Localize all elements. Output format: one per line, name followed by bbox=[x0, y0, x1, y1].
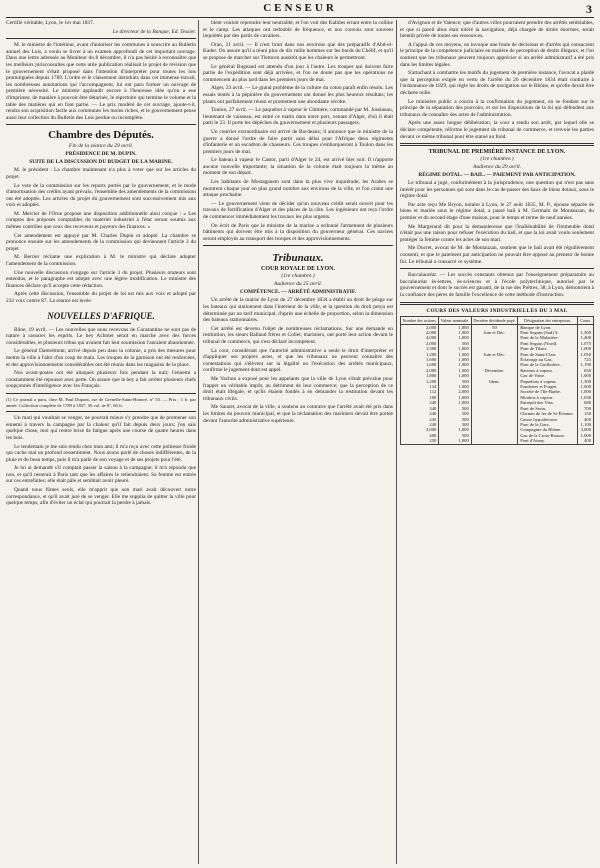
afrique-paragraph: Le général Damrémont, arrivé depuis peu dans la colonie, a pris des mesures pour mettre la ville à l'abri d'un coup de main. Les troupes de la garnison ont été renforcées, et des approvisionnements considérables ont été réunis dans les magasins de la place. bbox=[6, 348, 196, 368]
cours-cell: Pont Seguin (Sud) S. bbox=[518, 330, 578, 335]
cours-cell: 1,600 bbox=[401, 362, 439, 367]
cours-title: COURS DES VALEURS INDUSTRIELLES DU 3 MAI. bbox=[426, 307, 568, 314]
case-title: COMPÉTENCE. — ARRÊTÉ ADMINISTRATIF. bbox=[239, 289, 357, 296]
cours-cell: 725 bbox=[578, 357, 594, 362]
cours-cell: 1,200 bbox=[401, 352, 439, 357]
cours-cell: 4,000 bbox=[401, 330, 439, 335]
certificate-signature: Le directeur de la Banque, Ed. Tessier. bbox=[112, 28, 196, 35]
news-paragraph: — Le gouvernement vient de décider qu'un nouveau crédit serait ouvert pour les travaux de fortification d'Alger et des places de la côte. Les ingénieurs ont reçu l'ordre de commencer immédiatement les travaux les plus urgents. bbox=[203, 200, 393, 221]
cours-header: Cours. bbox=[578, 316, 594, 324]
cours-cell: 134 bbox=[401, 384, 439, 389]
cours-cell: Pont d'Ainay. bbox=[518, 438, 578, 444]
cours-table bbox=[400, 316, 594, 445]
cours-cell: 150 bbox=[578, 411, 594, 416]
cours-cell: 1,000 bbox=[439, 324, 471, 330]
cours-cell bbox=[471, 438, 517, 444]
divider bbox=[400, 302, 594, 305]
chambre-subtitle: Fin de la séance du 29 avril. bbox=[68, 143, 134, 150]
divider bbox=[6, 124, 196, 125]
cours-cell: 1,000 bbox=[578, 389, 594, 394]
news-paragraph: Un courrier extraordinaire est arrivé de Bordeaux; il annonce que le ministre de la guerre a donné l'ordre de faire partir sans délai pour l'Afrique deux régiments d'infanterie et un escadron de chasseurs. Ces troupes s'embarqueront à Toulon dans les premiers jours de mai. bbox=[203, 128, 393, 155]
chambre-paragraph: M. Berrier réclame une explication à M. le ministre qui déclare adopter l'amendement de la commission. bbox=[6, 254, 196, 268]
divider bbox=[203, 245, 393, 246]
cours-cell: 500 bbox=[439, 341, 471, 346]
cours-cell: Gaz de Vaise. bbox=[518, 373, 578, 378]
tribunal-paragraph: Me Ducret, avocat de M. de Montauzan, soutient que le bail avait été régulièrement consenti, et que le paiement par anticipation ne pouvait être opposé au preneur de bonne foi. Le tribunal a consacré ce système. bbox=[400, 245, 594, 265]
cours-cell: 400 bbox=[578, 438, 594, 444]
cours-cell: 1,000 bbox=[439, 395, 471, 400]
tribunaux-title: Tribunaux. bbox=[272, 252, 324, 265]
cours-cell: 500 bbox=[439, 422, 471, 427]
cours-header: Désignation des entreprises. bbox=[518, 316, 578, 324]
cours-cell: 1,000 bbox=[439, 335, 471, 340]
baccalaureat-notice: Baccalauréat. — Les succès constants obtenus par l'enseignement préparatoire au baccalauréat ès-lettres, ès-sciences et à l'école polytechnique, autorisé par le gouvernement et dont le succès est garanti, de la rue des Prêtres, 38, à Lyon, démontrent à la confiance des pères de famille l'excellence de cette méthode d'instruction. bbox=[400, 272, 594, 298]
cours-header: Dernière dividende payé. bbox=[471, 316, 517, 324]
news-paragraph: On écrit de Paris que le ministre de la marine a ordonné l'armement de plusieurs bâtiments qui doivent être mis à la disposition du gouverneur général. Ces navires seront employés au transport des troupes et des approvisionnements. bbox=[203, 222, 393, 242]
news-paragraph: Oran, 21 avril. — Il n'est bruit dans nos environs que des préparatifs d'Abd-el-Kader. On assure qu'il a réuni plus de dix mille hommes sur les bords du Chélif, et qu'il se propose de marcher sur Tlemcen aussitôt que les chaleurs le permettront. bbox=[203, 41, 393, 61]
tribunal-paragraph: Le tribunal a jugé, conformément à la jurisprudence, une question qui n'est pas sans intérêt pour les personnes qui sont dans le cas de passer des baux de biens dotaux, sous le régime dotal. bbox=[400, 180, 594, 200]
cours-cell: 100 bbox=[401, 395, 439, 400]
cours-cell: 340 bbox=[401, 406, 439, 411]
chambre-paragraph: Une nouvelle discussion s'engage sur l'article 3 du projet. Plusieurs orateurs sont entendus, et le paragraphe est adopté avec une légère modification. Le ministre des finances déclare qu'il accepte cette rédaction. bbox=[6, 269, 196, 289]
cours-cell: 1,000 bbox=[578, 373, 594, 378]
cours-cell: Compagnie du Rhône. bbox=[518, 427, 578, 432]
cours-cell: 2,000 bbox=[401, 427, 439, 432]
cours-cell: Pont de la Gare. bbox=[518, 422, 578, 427]
cours-cell: 1,000 bbox=[439, 368, 471, 373]
court-date: Audience du 25 avril. bbox=[273, 281, 323, 288]
divider bbox=[6, 411, 196, 412]
cours-cell: Pont de la Guillotière. bbox=[518, 362, 578, 367]
court-paragraph: Un arrêté de la mairie de Lyon du 27 décembre 1834 a établi un droit de péage sur les bateaux qui stationnent dans l'intérieur de la ville, et la question du droit perçu est déterminée par un tarif municipal, d'après une échelle de proportion, selon la dimension des bateaux stationnaires. bbox=[203, 297, 393, 324]
cours-cell: Décembre. bbox=[471, 368, 517, 373]
tribunal-chamber: (1re chambre.) bbox=[480, 156, 514, 163]
cours-header: Nombre des actions. bbox=[402, 317, 437, 323]
cours-cell: 240 bbox=[401, 400, 439, 405]
cours-cell: 4,000 bbox=[401, 335, 439, 340]
chambre-paragraph: Cet amendement est appuyé par M. Charles Dupin et adopté. La chambre se prononce ensuite sur les amendements de la commission qui deviennent l'article 2 du projet. bbox=[6, 232, 196, 252]
cours-cell: 500 bbox=[439, 417, 471, 422]
news-paragraph: Les habitants de Mostaganem sont dans la plus vive inquiétude; les Arabes se montrent chaque jour en plus grand nombre aux environs de la ville, et l'on craint une attaque prochaine. bbox=[203, 179, 393, 199]
cours-cell: 1,000 bbox=[439, 362, 471, 367]
court-chamber: (1re chambre.) bbox=[281, 273, 315, 280]
court-paragraph: Me Sauzet, avocat de la ville, a soutenu au contraire que l'arrêté avait été pris dans les limites du pouvoir municipal, et que la réclamation des mariniers devait être portée devant l'autorité administrative supérieure. bbox=[203, 404, 393, 424]
cours-cell: 1,400 bbox=[578, 335, 594, 340]
cours-cell: 400 bbox=[578, 417, 594, 422]
column-2 bbox=[203, 20, 393, 864]
cours-cell: 1,300 bbox=[578, 379, 594, 384]
intro-paragraph: M. le ministre de l'intérieur, avant d'autoriser les communes à souscrire au Bulletin annuel des Lois, a voulu se livrer à un examen approfondi de cet important ouvrage. Dans une lettre adressée au Moniteur du 8 décembre, il n'a pas hésité à reconnaître que les meilleurs jurisconsultes que cette utile publication réalisait le projet de révision que le gouvernement s'était proposé dans l'intention d'interpréter pour toutes les lois promulguées depuis 1789. L'ordre et le classement introduits dans cet immense travail, les nombreuses annotations qui l'accompagnent, lui ont paru former un ouvrage de première nécessité. Le ministre applaudit encore à l'heureuse idée qu'on a eue d'imprimer, de manière à pouvoir être détachés, le répertoire qui termine le volume et la table des matières qui en font partie. — Le prix modéré de cet ouvrage, ajoute-t-il, rendra son acquisition facile aux communes les moins riches, et le gouvernement pense aussi leur collection du Bulletin des Lois perdue ou incomplète. bbox=[6, 42, 196, 121]
cours-cell: 2,000 bbox=[401, 341, 439, 346]
cours-cell: 1,000 bbox=[439, 384, 471, 389]
footnote: (1) Ce journal a paru, chez M. Paul Dupont, rue de Grenelle-Saint-Honoré, n° 55. — Prix : 1 fr. par année. Collection complète de 1789 à 1837, 36 vol. in-8°, 60 fr. bbox=[6, 396, 196, 408]
cours-header-row bbox=[401, 316, 594, 324]
court-name: COUR ROYALE DE LYON. bbox=[261, 266, 335, 273]
chambre-paragraph: M. Mercier de l'Orne propose une disposition additionnelle ainsi conçue : « Les comptes des préposés comptables du matériel industriel à l'état seront soumis aux mêmes contrôles que ceux des receveurs et payeurs des finances. » bbox=[6, 210, 196, 231]
cours-cell: Entrepôt des Vins. bbox=[518, 400, 578, 405]
cours-cell: 1,800 bbox=[401, 373, 439, 378]
court-paragraph: d'Avignon et de Valence; que d'autres villes pourraient prendre des arrêtés semblables, et que si pareil abus était toléré la navigation, déjà chargée de droits énormes, serait bientôt privée de toutes ses ressources. bbox=[400, 20, 594, 40]
cours-cell: 245 bbox=[401, 417, 439, 422]
cours-cell: 2,000 bbox=[439, 389, 471, 394]
cours-cell: 1,000 bbox=[439, 330, 471, 335]
cours-cell: 1,600 bbox=[578, 384, 594, 389]
feuilleton-paragraph: Un mari qui voudrait se venger, ne pourrait mieux s'y prendre que de promener son ennemi à travers la campagne par la chaleur qu'il fait depuis deux jours; j'en sais quelque chose, moi qui rentre brisé de fatigue après une course de quatre heures dans les bois. bbox=[6, 415, 196, 441]
cours-cell: 112 bbox=[401, 389, 439, 394]
cours-body bbox=[401, 324, 594, 444]
cours-cell: Pont de la Mulatière. bbox=[518, 335, 578, 340]
cours-cell: Banque de Lyon. bbox=[518, 324, 578, 330]
cours-cell: 1,000 bbox=[439, 427, 471, 432]
cours-cell: 500 bbox=[439, 411, 471, 416]
cours-cell: 1,000 bbox=[439, 346, 471, 351]
cours-cell: 2,000 bbox=[401, 324, 439, 330]
cours-cell: Bateaux à vapeur. bbox=[518, 368, 578, 373]
feuilleton-paragraph: Je lui ai demandé s'il comptait passer la saison à la campagne; il m'a répondu que non, et qu'il resterait à Paris tant que les affaires le retiendraient. Sa femme est entrée sur ces entrefaites; elle était pâle et semblait avoir pleuré. bbox=[6, 465, 196, 485]
cours-cell: 680 bbox=[578, 400, 594, 405]
tribunal-paragraph: Me Margerand dit pour la demanderesse que l'inaliénabilité de l'immeuble dotal n'était pas une raison pour refuser l'exécution du bail, et que la loi avait voulu seulement protéger la femme contre les actes de son mari. bbox=[400, 223, 594, 243]
cours-row bbox=[401, 438, 594, 444]
cours-cell: 1,000 bbox=[578, 346, 594, 351]
masthead bbox=[0, 0, 600, 20]
feuilleton-paragraph: Le lendemain je me suis rendu chez mon ami; il m'a reçu avec cette politesse froide qui cache mal un profond ressentiment. Nous avons parlé de choses indifférentes, de la pluie et du beau temps, puis il m'a parlé de son voyage et de ses projets pour l'été. bbox=[6, 443, 196, 463]
news-paragraph: Le bateau à vapeur le Castor, parti d'Alger le 24, est arrivé hier soir. Il n'apporte aucune nouvelle importante; la situation de la colonie était toujours la même au moment de son départ. bbox=[203, 157, 393, 177]
chambre-president: PRÉSIDENCE DE M. DUPIN. bbox=[65, 151, 137, 158]
cours-cell: 240 bbox=[401, 411, 439, 416]
cours-cell: 1,500 bbox=[401, 346, 439, 351]
cours-cell: Caisse hypothécaire. bbox=[518, 417, 578, 422]
certificate-text: Certifié véritable, Lyon, le 1er mai 1837. bbox=[6, 20, 95, 26]
afrique-paragraph: Nos avant-postes ont été attaqués plusieurs fois pendant la nuit; l'ennemi a constamment été repoussé avec perte. On assure que le bey a fait arrêter plusieurs chefs soupçonnés d'intelligence avec les Français. bbox=[6, 370, 196, 390]
cours-cell: Pont de Serin. bbox=[518, 406, 578, 411]
cours-cell: 1,000 bbox=[439, 352, 471, 357]
chambre-discussion: SUITE DE LA DISCUSSION DU BUDGET DE LA MARINE. bbox=[29, 159, 173, 166]
cours-cell: 250 bbox=[401, 438, 439, 444]
court-paragraph: Après une assez longue délibération, la cour a rendu son arrêt, par lequel elle se déclare compétente, réforme le jugement du tribunal de commerce, et renvoie les parties devant ce même tribunal pour être statué au fond. bbox=[400, 120, 594, 140]
cours-cell: 1,200 bbox=[401, 379, 439, 384]
page-number: 3 bbox=[586, 2, 592, 16]
masthead-title: CENSEUR bbox=[263, 2, 337, 14]
cours-cell: 1,100 bbox=[578, 422, 594, 427]
cours-cell: 400 bbox=[401, 433, 439, 438]
cours-cell: 700 bbox=[578, 406, 594, 411]
cours-cell: 1,300 bbox=[578, 330, 594, 335]
court-paragraph: La cour, considérant que l'autorité administrative a seule le droit d'interpréter et d'appliquer ses propres actes, et que les tribunaux ne peuvent connaître des contestations qui s'élèvent sur la légalité ou l'exécution des arrêtés municipaux, confirme le jugement dont est appel. bbox=[203, 347, 393, 374]
cours-cell: Pont Seguin (Nord). bbox=[518, 341, 578, 346]
cours-cell: Paquebots à vapeur. bbox=[518, 379, 578, 384]
chambre-paragraph: Le vote de la commission sur les reports portés par le gouvernement, et le mode d'amortisation des crédits ayant prévalu, l'ensemble des amendements de la commission ont été adoptés. Les articles du projet du gouvernement sont successivement mis aux voix et adoptés. bbox=[6, 182, 196, 209]
court-paragraph: Me Vachon a exposé pour les appelants que la ville de Lyon s'était prévalue pour frapper un véritable impôt, au détriment de leur commerce; que la perception de ce droit était illégale, et qu'ils étaient fondés à en demander la restitution devant les tribunaux civils. bbox=[203, 375, 393, 402]
cours-cell: 1,000 bbox=[578, 433, 594, 438]
masthead-rule bbox=[6, 17, 594, 18]
news-paragraph: Toulon, 27 avril. — Le paquebot à vapeur le Chimère, commandé par M. Jossineau, lieutenant de vaisseau, est entré ce matin dans notre port, venant d'Alger, d'où il était parti le 23. Il porte les dépêches du gouvernement et plusieurs passagers. bbox=[203, 107, 393, 127]
cours-cell: Moulins à vapeur. bbox=[518, 395, 578, 400]
cours-cell: Chemin de fer de St-Étienne. bbox=[518, 411, 578, 416]
chambre-title: Chambre des Députés. bbox=[48, 129, 154, 142]
cours-cell: 1,000 bbox=[439, 357, 471, 362]
cours-cell: Juin et Déc. bbox=[471, 330, 517, 335]
chambre-paragraph: M. le président : La chambre maintenant n'a plus à voter que sur les articles du projet. bbox=[6, 167, 196, 180]
cours-cell: 1,190 bbox=[578, 362, 594, 367]
cours-cell: 500 bbox=[439, 406, 471, 411]
cours-cell: Pont de Tilsitt. bbox=[518, 346, 578, 351]
cours-cell: Éclairage au Gaz. bbox=[518, 357, 578, 362]
cours-cell: Idem. bbox=[471, 379, 517, 384]
court-paragraph: A l'appui de ces moyens, on invoque une foule de décisions et d'arrêts qui consacrent le principe de la compétence judiciaire en matière de perception de droits illégaux, et l'on soutient que les tribunaux peuvent toujours apprécier si un arrêté administratif a été pris dans les limites légales. bbox=[400, 41, 594, 68]
afrique-paragraph: Bône, 19 avril. — Les nouvelles que nous recevons de Constantine ne sont pas de nature à rassurer les esprits. Le bey Achmet serait en marche avec des forces considérables, et plusieurs tribus qui avaient fait leur soumission l'auraient abandonnée. bbox=[6, 326, 196, 346]
cours-cell: 500 bbox=[439, 379, 471, 384]
cours-cell: 1,030 bbox=[578, 395, 594, 400]
cours-cell: Société de l'Ile-Barbe. bbox=[518, 389, 578, 394]
cours-cell: Juin et Déc. bbox=[471, 352, 517, 357]
cours-cell: 1,000 bbox=[439, 400, 471, 405]
cours-cell: 1,000 bbox=[439, 373, 471, 378]
divider bbox=[400, 268, 594, 269]
divider bbox=[400, 143, 594, 146]
cours-cell: Gaz de la Croix-Rousse. bbox=[518, 433, 578, 438]
court-paragraph: Cet arrêté est devenu l'objet de nombreuses réclamations. Sur une demande en restitution, les sieurs Ballaud frères et Collet, mariniers, ont porté leur action devant le tribunal de commerce, qui s'est déclaré incompétent. bbox=[203, 325, 393, 345]
cours-cell: 1,075 bbox=[578, 341, 594, 346]
news-paragraph: blent vouloir reprendre leur neutralité, et l'on voit des Kabiles errant entre la colline et le camp. Les attaques ont redoublé de fréquence, et nos convois sont souvent inquiétés par des partis de cavaliers. bbox=[203, 20, 393, 40]
news-paragraph: Alger, 23 avril. — Le grand problème de la culture du coton paraît enfin résolu. Les essais tentés à la pépinière du gouvernement ont donné les plus heureux résultats; les plants ont parfaitement réussi et promettent une abondante récolte. bbox=[203, 85, 393, 105]
court-paragraph: S'attachant à combattre les motifs du jugement de première instance, l'avocat a plaidé que la perception exigée en vertu de l'arrêté du 26 décembre 1834 était contraire à l'ordonnance de 1829, qui règle les droits de navigation sur le Rhône, et qu'elle devait être déclarée nulle. bbox=[400, 70, 594, 96]
column-divider bbox=[198, 20, 199, 864]
afrique-title: NOUVELLES D'AFRIQUE. bbox=[47, 310, 155, 321]
cours-cell: 3,000 bbox=[578, 427, 594, 432]
afrique-heading bbox=[6, 311, 196, 324]
cours-header: Valeur nominale. bbox=[440, 317, 470, 323]
divider bbox=[6, 38, 196, 39]
column-3 bbox=[400, 20, 594, 864]
heading-ornament bbox=[71, 323, 131, 324]
cours-cell: 240 bbox=[401, 422, 439, 427]
tribunal-title: TRIBUNAL DE PREMIÈRE INSTANCE DE LYON. bbox=[428, 149, 566, 156]
tribunal-case: RÉGIME DOTAL. — BAIL. — PAIEMENT PAR ANTICIPATION. bbox=[418, 172, 576, 179]
cours-cell: 500 bbox=[439, 433, 471, 438]
cours-cell: 1,600 bbox=[401, 357, 439, 362]
tribunal-paragraph: Par acte reçu Me Bryon, notaire à Lyon, le 27 août 1835, M. P., épouse séparée de biens et mariée sous le régime dotal, a passé bail à M. Germain de Montauzan, du premier et du second étage d'une maison, pour le temps et terme de neuf années. bbox=[400, 201, 594, 222]
cours-cell: Pont de Saint-Clair. bbox=[518, 352, 578, 357]
cours-cell: 50 bbox=[471, 324, 517, 330]
cours-cell: 2,000 bbox=[401, 368, 439, 373]
news-paragraph: Le général Bugeaud est attendu d'un jour à l'autre. Les troupes qui doivent faire partie de l'expédition sont déjà arrivées, et l'on ne doute pas que les opérations ne commencent au plus tard dans les premiers jours de mai. bbox=[203, 63, 393, 83]
column-1 bbox=[6, 20, 196, 864]
cours-cell: 1,000 bbox=[439, 438, 471, 444]
cours-cell: 650 bbox=[578, 368, 594, 373]
court-paragraph: Le ministère public a conclu à la confirmation du jugement, en se fondant sur le principe de la séparation des pouvoirs, et sur les dispositions de la loi qui défendent aux tribunaux de connaître des actes de l'administration. bbox=[400, 98, 594, 118]
tribunal-date: Audience du 29 avril. bbox=[472, 164, 522, 171]
cours-cell: 1,050 bbox=[578, 352, 594, 357]
column-divider bbox=[396, 20, 397, 864]
chambre-paragraph: Après cette discussion, l'ensemble du projet de loi est mis aux voix et adopté par 232 voix contre 87. La séance est levée. bbox=[6, 291, 196, 304]
divider bbox=[6, 393, 196, 394]
feuilleton-paragraph: Quand nous fûmes seuls, elle m'apprit que son mari avait découvert notre correspondance, et qu'il avait juré de se venger. Elle me supplia de quitter la ville pour quelque temps, afin d'éviter un éclat qui pourrait la perdre à jamais. bbox=[6, 487, 196, 507]
cours-cell: Fonderies et Forges. bbox=[518, 384, 578, 389]
